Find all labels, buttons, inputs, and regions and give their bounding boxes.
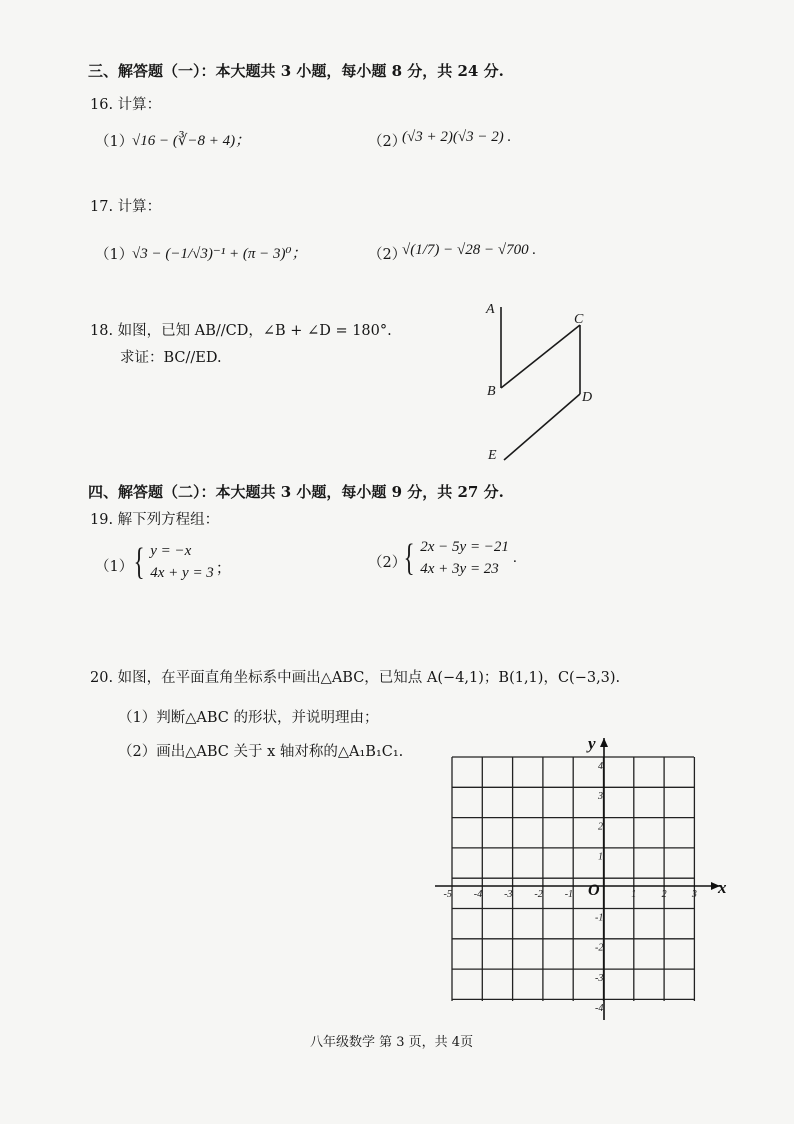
line-bc — [501, 325, 580, 388]
y-tick-label: -1 — [595, 912, 604, 924]
q19-part1-label: （1） — [95, 559, 134, 575]
q17-part2-expression: √(1/7) − √28 − √700 . — [402, 242, 537, 258]
section-4-title: 四、解答题（二）：本大题共 3 小题，每小题 9 分，共 27 分. — [88, 483, 504, 501]
q17-part1-label: （1） — [95, 247, 134, 263]
coordinate-grid — [430, 730, 740, 1030]
x-axis-label: x — [718, 878, 727, 897]
y-axis-arrow — [600, 738, 608, 747]
q18-figure — [470, 295, 610, 470]
axes — [435, 738, 720, 1020]
q20-part1: （1）判断△ABC 的形状，并说明理由； — [118, 710, 379, 726]
x-tick-label: -2 — [534, 889, 543, 900]
section-3-title: 三、解答题（一）：本大题共 3 小题，每小题 8 分，共 24 分. — [88, 62, 504, 80]
grid-lines — [452, 757, 694, 1001]
y-tick-label: 4 — [598, 760, 603, 772]
q19-part1-eq2: 4x + y = 3 — [150, 565, 214, 581]
q19-part1-end: ； — [215, 561, 231, 577]
point-label-a: A — [486, 302, 495, 317]
q17-part1-expression: √3 − (−1/√3)⁻¹ + (π − 3)⁰； — [132, 246, 307, 262]
x-tick-label: -1 — [564, 889, 574, 900]
q19-part2-eq1: 2x − 5y = −21 — [420, 539, 509, 555]
q19-part1-eq1: y = −x — [150, 543, 192, 559]
y-tick-label: -4 — [595, 1003, 604, 1015]
point-label-c: C — [574, 312, 584, 327]
y-tick-label: 2 — [598, 821, 603, 833]
x-tick-label: 1 — [631, 889, 637, 900]
q19-part2-end: . — [512, 549, 517, 566]
q17-stem: 17. 计算： — [90, 199, 162, 215]
q16-part2-label: （2） — [368, 134, 407, 150]
q16-part1-expression: √16 − (∛−8 + 4)； — [132, 133, 251, 149]
tick-labels — [444, 761, 697, 1014]
line-de — [504, 394, 580, 460]
page-footer: 八年级数学 第 3 页，共 4页 — [310, 1035, 474, 1050]
y-tick-label: 1 — [598, 851, 603, 863]
q19-part2-system — [400, 536, 517, 580]
q16-part2-expression: (√3 + 2)(√3 − 2) . — [402, 129, 512, 145]
q18-prove: 求证：BC//ED. — [120, 350, 222, 366]
brace-symbol: { — [403, 537, 415, 579]
x-tick-label: -3 — [504, 889, 513, 900]
q17-part2-label: （2） — [368, 247, 407, 263]
q19-part2-label: （2） — [368, 555, 407, 571]
origin-label: O — [588, 882, 600, 899]
q20-part2: （2）画出△ABC 关于 x 轴对称的△A₁B₁C₁. — [118, 744, 404, 760]
q18-stem: 18. 如图，已知 AB//CD，∠B + ∠D = 180°. — [90, 323, 392, 339]
x-tick-label: -5 — [443, 889, 452, 900]
q19-part2-eq2: 4x + 3y = 23 — [420, 561, 499, 577]
y-tick-label: -2 — [595, 942, 604, 954]
q19-stem: 19. 解下列方程组： — [90, 512, 220, 528]
y-tick-label: 3 — [598, 791, 603, 803]
q19-part1-system — [130, 540, 231, 584]
point-label-d: D — [582, 390, 593, 405]
q20-stem: 20. 如图，在平面直角坐标系中画出△ABC，已知点 A(−4,1)；B(1,1)，C(−3,3). — [90, 670, 621, 686]
q16-stem: 16. 计算： — [90, 97, 162, 113]
point-label-e: E — [488, 448, 497, 463]
point-label-b: B — [487, 384, 496, 399]
q16-part1-label: （1） — [95, 134, 134, 150]
x-tick-label: 3 — [691, 889, 697, 900]
x-tick-label: -4 — [473, 889, 483, 900]
brace-symbol: { — [133, 541, 145, 583]
y-tick-label: -3 — [595, 972, 604, 984]
y-axis-label: y — [588, 734, 596, 753]
x-tick-label: 2 — [661, 889, 667, 900]
